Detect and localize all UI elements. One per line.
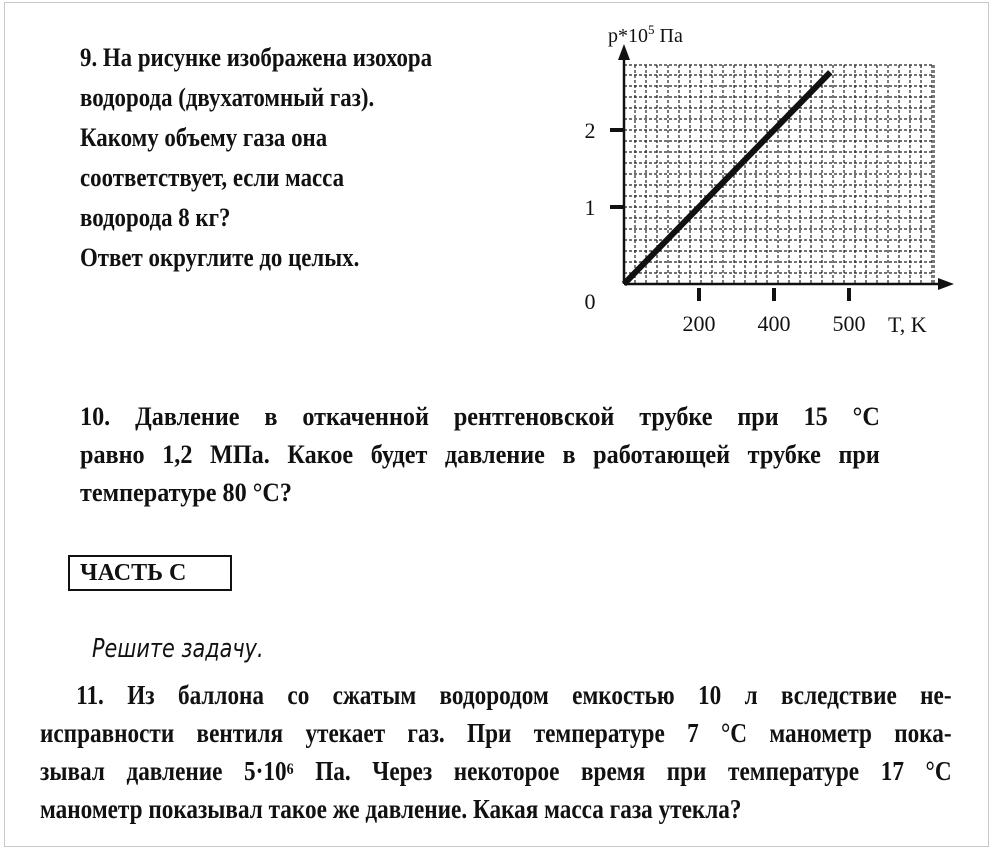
- problem-11-line: 11. Из баллона со сжатым водородом емкостью 10 л вследствие не-: [76, 680, 952, 710]
- x-tick-label: 400: [757, 311, 791, 336]
- problem-9-line: водорода 8 кг?: [80, 203, 231, 232]
- problem-9-line: водорода (двухатомный газ).: [80, 83, 375, 112]
- isochore-chart: [548, 20, 968, 350]
- problem-11-text: Па. Через некоторое время при температуре 17 °С: [293, 756, 952, 786]
- part-c-heading: ЧАСТЬ С: [68, 555, 232, 591]
- chart-series: [624, 72, 830, 284]
- problem-11: [40, 676, 952, 828]
- problem-10-line: 10. Давление в откаченной рентгеновской трубке при 15 °С: [80, 402, 880, 431]
- problem-10-line: равно 1,2 МПа. Какое будет давление в работающей трубке при: [80, 440, 880, 469]
- problem-11-text: зывал давление 5·10: [40, 756, 287, 786]
- problem-9-line: Какому объему газа она: [80, 123, 328, 152]
- problem-11-line: исправности вентиля утекает газ. При температуре 7 °С манометр пока-: [40, 718, 952, 748]
- isochore-line: [624, 72, 830, 284]
- y-tick-label: 0: [584, 289, 596, 314]
- problem-10-line: температуре 80 °С?: [80, 478, 292, 507]
- x-tick-label: 200: [682, 311, 716, 336]
- instruction-text: Решите задачу.: [92, 634, 264, 664]
- problem-9-line: 9. На рисунке изображена изохора: [80, 43, 433, 72]
- x-tick-label: 500: [832, 311, 866, 336]
- problem-11-exponent: 6: [286, 760, 294, 778]
- problem-9-line: Ответ округлите до целых.: [80, 243, 360, 272]
- problem-10: [80, 398, 880, 512]
- x-axis-arrow: [938, 278, 954, 290]
- problem-11-line: [40, 752, 952, 790]
- problem-9-line: соответствует, если масса: [80, 163, 345, 192]
- y-tick-label: 2: [584, 118, 596, 143]
- chart-grid: [624, 65, 934, 284]
- y-axis-label: $p*10^5$ Па: [608, 22, 683, 47]
- chart-ticks: [585, 118, 866, 336]
- x-axis-label: T, K: [888, 312, 927, 337]
- y-tick-label: 1: [584, 195, 596, 220]
- problem-9: [80, 38, 502, 278]
- problem-11-line: манометр показывал такое же давление. Какая масса газа утекла?: [40, 794, 742, 824]
